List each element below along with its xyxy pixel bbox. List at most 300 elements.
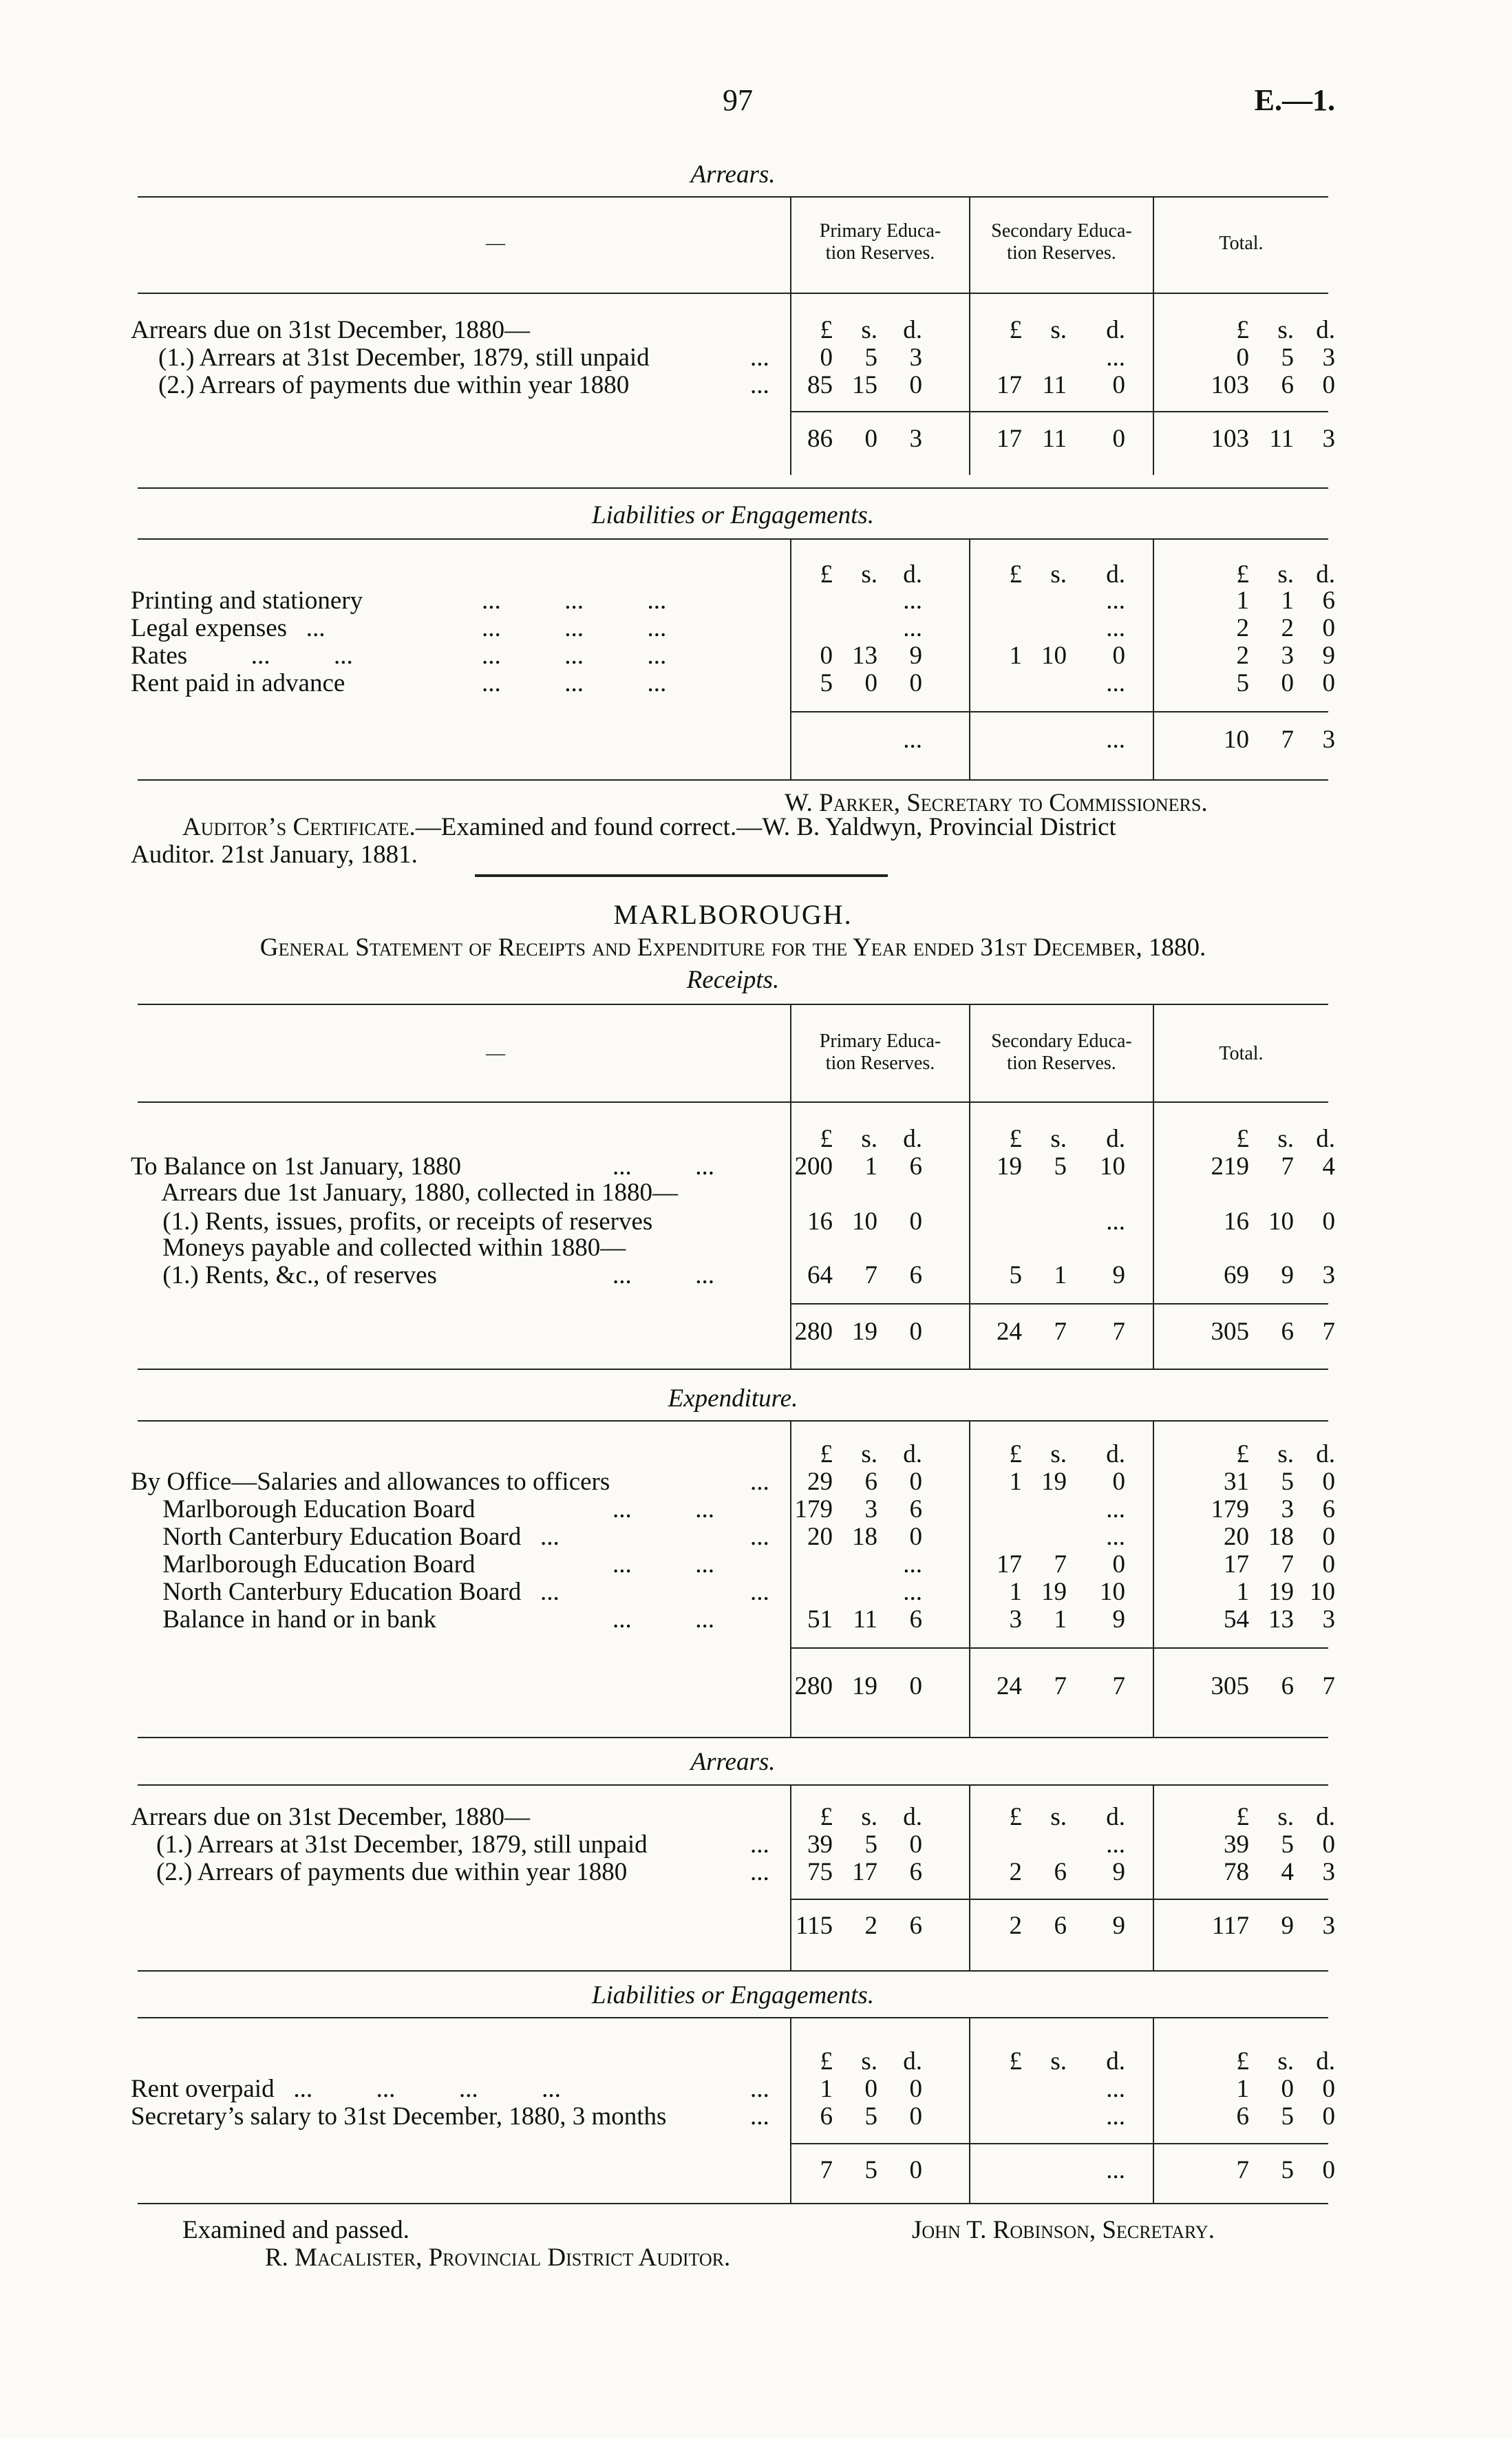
cell-pounds: 54 bbox=[1224, 1605, 1249, 1634]
unit-pence: d. bbox=[1106, 560, 1125, 589]
cell-pence: 3 bbox=[1322, 1261, 1335, 1289]
unit-pence: d. bbox=[1316, 2047, 1335, 2076]
cell-pounds: 219 bbox=[1211, 1152, 1249, 1181]
row-label: (2.) Arrears of payments due within year 1880 bbox=[131, 1858, 628, 1886]
row-label: Secretary’s salary to 31st December, 1880, 3 months bbox=[131, 2102, 667, 2131]
unit-pence: d. bbox=[1106, 1125, 1125, 1153]
table-row bbox=[131, 1606, 1335, 1634]
cell-shillings: 5 bbox=[1054, 1152, 1067, 1181]
section-heading-liabilities: Liabilities or Engagements. bbox=[591, 1981, 875, 2009]
total-shillings: 6 bbox=[1281, 1672, 1294, 1700]
total-empty: ... bbox=[1106, 726, 1125, 754]
unit-pence: d. bbox=[1316, 1125, 1335, 1153]
column-head-primary-line2: tion Reserves. bbox=[825, 1053, 935, 1074]
cell-pence: 0 bbox=[1112, 642, 1125, 670]
unit-shilling: s. bbox=[1050, 1803, 1067, 1831]
total-pence: 7 bbox=[1322, 1672, 1335, 1700]
total-rule bbox=[790, 711, 1328, 712]
cell-shillings: 15 bbox=[852, 371, 877, 399]
cell-shillings: 6 bbox=[1281, 371, 1294, 399]
total-shillings: 11 bbox=[1042, 425, 1067, 453]
cell-shillings: 18 bbox=[1268, 1523, 1294, 1551]
table-row bbox=[131, 587, 1335, 615]
units-row bbox=[131, 317, 1335, 344]
unit-pence: d. bbox=[903, 1803, 922, 1831]
unit-shilling: s. bbox=[861, 1803, 877, 1831]
table-row bbox=[131, 2076, 1335, 2103]
row-label: Balance in hand or in bank bbox=[131, 1605, 436, 1634]
total-pounds: 2 bbox=[1009, 1912, 1022, 1940]
total-pence: 0 bbox=[1322, 2156, 1335, 2184]
cell-pounds: 179 bbox=[1211, 1495, 1249, 1523]
cell-shillings: 10 bbox=[852, 1207, 877, 1236]
column-head-primary-line2: tion Reserves. bbox=[825, 242, 935, 264]
cell-pence: 0 bbox=[909, 1830, 922, 1859]
total-pounds: 24 bbox=[997, 1672, 1022, 1700]
secretary-signature: John T. Robinson, Secretary. bbox=[912, 2216, 1215, 2244]
table-row bbox=[131, 1551, 1335, 1579]
cell-pounds: 3 bbox=[1009, 1605, 1022, 1634]
total-pounds: 7 bbox=[1236, 2156, 1249, 2184]
totals-row bbox=[131, 425, 1335, 453]
total-shillings: 19 bbox=[852, 1318, 877, 1346]
unit-pence: d. bbox=[903, 560, 922, 589]
total-shillings: 19 bbox=[852, 1672, 877, 1700]
cell-pounds: 85 bbox=[807, 371, 833, 399]
cell-shillings: 1 bbox=[1281, 587, 1294, 615]
table-row bbox=[131, 1579, 1335, 1606]
section-heading-arrears: Arrears. bbox=[690, 160, 776, 189]
cell-shillings: 7 bbox=[1054, 1550, 1067, 1579]
cell-empty: ... bbox=[903, 1578, 922, 1606]
cell-pounds: 20 bbox=[1224, 1523, 1249, 1551]
unit-pound: £ bbox=[1236, 1803, 1249, 1831]
cell-pence: 6 bbox=[909, 1495, 922, 1523]
unit-pound: £ bbox=[1009, 2047, 1022, 2076]
cell-pence: 9 bbox=[1112, 1858, 1125, 1886]
total-pence: 0 bbox=[1112, 425, 1125, 453]
cell-pence: 0 bbox=[1322, 1523, 1335, 1551]
cell-pounds: 75 bbox=[807, 1858, 833, 1886]
total-shillings: 7 bbox=[1054, 1318, 1067, 1346]
row-label: Printing and stationery bbox=[131, 587, 363, 615]
table-rule bbox=[138, 1004, 1328, 1005]
leader-dots: ... ... ... bbox=[482, 669, 667, 697]
unit-pound: £ bbox=[1009, 1125, 1022, 1153]
totals-row bbox=[131, 1912, 1335, 1940]
total-pounds: 86 bbox=[807, 425, 833, 453]
cell-pounds: 5 bbox=[1236, 669, 1249, 697]
table-row bbox=[131, 1262, 1335, 1289]
cell-pounds: 6 bbox=[1236, 2102, 1249, 2131]
cell-shillings: 13 bbox=[852, 642, 877, 670]
column-head-secondary bbox=[970, 220, 1153, 264]
total-shillings: 0 bbox=[864, 425, 877, 453]
cell-shillings: 17 bbox=[852, 1858, 877, 1886]
total-rule bbox=[790, 1899, 1328, 1900]
table-row bbox=[131, 1234, 1335, 1262]
cell-pence: 0 bbox=[1322, 1207, 1335, 1236]
cell-pence: 3 bbox=[909, 344, 922, 372]
cell-pounds: 5 bbox=[1009, 1261, 1022, 1289]
table-row bbox=[131, 1859, 1335, 1886]
examined-note: Examined and passed. bbox=[182, 2216, 409, 2244]
cell-pence: 6 bbox=[909, 1605, 922, 1634]
cell-pence: 3 bbox=[1322, 1605, 1335, 1634]
cell-pence: 0 bbox=[1322, 1468, 1335, 1496]
cell-shillings: 3 bbox=[1281, 642, 1294, 670]
total-shillings: 7 bbox=[1281, 726, 1294, 754]
total-pence: 3 bbox=[1322, 425, 1335, 453]
cell-pounds: 1 bbox=[1009, 642, 1022, 670]
cell-pence: 6 bbox=[909, 1261, 922, 1289]
unit-shilling: s. bbox=[1277, 2047, 1294, 2076]
cell-pence: 0 bbox=[1322, 614, 1335, 642]
cell-pence: 0 bbox=[1112, 1468, 1125, 1496]
cell-pounds: 39 bbox=[807, 1830, 833, 1859]
section-heading-arrears: Arrears. bbox=[690, 1748, 776, 1776]
leader-dots: ... bbox=[750, 2102, 769, 2131]
secretary-signature: W. Parker, Secretary to Commissioners. bbox=[785, 789, 1208, 817]
row-label: By Office—Salaries and allowances to officers bbox=[131, 1468, 610, 1496]
row-label: Rates ... ... bbox=[131, 642, 353, 670]
document-code: E.—1. bbox=[1254, 83, 1335, 117]
leader-dots: ... ... bbox=[613, 1495, 714, 1523]
cell-pounds: 39 bbox=[1224, 1830, 1249, 1859]
column-head-secondary-line1: Secondary Educa- bbox=[991, 220, 1132, 242]
row-label: Marlborough Education Board bbox=[131, 1495, 476, 1523]
total-shillings: 2 bbox=[864, 1912, 877, 1940]
leader-dots: ... bbox=[750, 1523, 769, 1551]
units-row bbox=[131, 1804, 1335, 1831]
row-label: Moneys payable and collected within 1880— bbox=[131, 1234, 626, 1262]
cell-empty: ... bbox=[1106, 344, 1125, 372]
unit-pound: £ bbox=[1009, 1440, 1022, 1468]
total-shillings: 6 bbox=[1281, 1318, 1294, 1346]
column-head-secondary-line2: tion Reserves. bbox=[1007, 242, 1116, 264]
row-label: Marlborough Education Board bbox=[131, 1550, 476, 1579]
cell-pounds: 0 bbox=[820, 642, 833, 670]
cell-pounds: 19 bbox=[997, 1152, 1022, 1181]
cell-pounds: 200 bbox=[794, 1152, 833, 1181]
cell-shillings: 5 bbox=[1281, 344, 1294, 372]
unit-shilling: s. bbox=[1050, 1440, 1067, 1468]
unit-pound: £ bbox=[820, 560, 833, 589]
table-rule bbox=[138, 1970, 1328, 1972]
unit-pence: d. bbox=[1316, 1803, 1335, 1831]
total-pence: 3 bbox=[1322, 726, 1335, 754]
table-rule bbox=[138, 196, 1328, 198]
unit-pence: d. bbox=[1106, 1440, 1125, 1468]
cell-pence: 0 bbox=[909, 371, 922, 399]
cell-pounds: 1 bbox=[1236, 1578, 1249, 1606]
cell-pence: 9 bbox=[1112, 1261, 1125, 1289]
cell-empty: ... bbox=[1106, 669, 1125, 697]
unit-pence: d. bbox=[903, 2047, 922, 2076]
cell-pounds: 64 bbox=[807, 1261, 833, 1289]
arrears-intro: Arrears due on 31st December, 1880— bbox=[131, 316, 531, 344]
unit-shilling: s. bbox=[1277, 1440, 1294, 1468]
cell-shillings: 13 bbox=[1268, 1605, 1294, 1634]
leader-dots: ... bbox=[750, 371, 769, 399]
row-label: Rent paid in advance bbox=[131, 669, 345, 697]
table-row bbox=[131, 1523, 1335, 1551]
table-row bbox=[131, 1831, 1335, 1859]
total-pounds: 280 bbox=[794, 1318, 833, 1346]
cell-pence: 0 bbox=[909, 2102, 922, 2131]
unit-pound: £ bbox=[1236, 1125, 1249, 1153]
row-label: North Canterbury Education Board ... bbox=[131, 1578, 560, 1606]
column-head-primary-line1: Primary Educa- bbox=[819, 1031, 941, 1052]
row-label: Rent overpaid ... ... ... ... bbox=[131, 2075, 561, 2103]
total-pounds: 7 bbox=[820, 2156, 833, 2184]
total-pounds: 115 bbox=[795, 1912, 833, 1940]
cell-empty: ... bbox=[1106, 2075, 1125, 2103]
cell-pence: 9 bbox=[909, 642, 922, 670]
units-row bbox=[131, 1126, 1335, 1153]
column-head-secondary-line2: tion Reserves. bbox=[1007, 1053, 1116, 1074]
table-row bbox=[131, 1496, 1335, 1523]
cell-shillings: 10 bbox=[1041, 642, 1067, 670]
column-head-dash: — bbox=[486, 1043, 505, 1064]
cell-empty: ... bbox=[1106, 1830, 1125, 1859]
cell-pounds: 16 bbox=[807, 1207, 833, 1236]
district-title: MARLBOROUGH. bbox=[613, 899, 853, 930]
unit-shilling: s. bbox=[1050, 560, 1067, 589]
total-pounds: 305 bbox=[1211, 1318, 1249, 1346]
table-row bbox=[131, 1179, 1335, 1207]
leader-dots: ... ... bbox=[613, 1261, 714, 1289]
leader-dots: ... bbox=[750, 1858, 769, 1886]
unit-pence: d. bbox=[903, 316, 922, 344]
total-pence: 7 bbox=[1322, 1318, 1335, 1346]
row-label: North Canterbury Education Board ... bbox=[131, 1523, 560, 1551]
total-pence: 7 bbox=[1112, 1318, 1125, 1346]
table-rule bbox=[138, 1369, 1328, 1370]
cell-empty: ... bbox=[1106, 1495, 1125, 1523]
unit-shilling: s. bbox=[861, 2047, 877, 2076]
unit-pence: d. bbox=[1106, 1803, 1125, 1831]
cell-shillings: 7 bbox=[1281, 1152, 1294, 1181]
row-label: (1.) Arrears at 31st December, 1879, still unpaid bbox=[131, 1830, 648, 1859]
total-pence: 6 bbox=[909, 1912, 922, 1940]
cell-shillings: 19 bbox=[1268, 1578, 1294, 1606]
unit-pound: £ bbox=[1009, 560, 1022, 589]
unit-pence: d. bbox=[903, 1125, 922, 1153]
cell-pounds: 69 bbox=[1224, 1261, 1249, 1289]
unit-pound: £ bbox=[1236, 560, 1249, 589]
cell-shillings: 0 bbox=[1281, 2075, 1294, 2103]
cell-empty: ... bbox=[1106, 1207, 1125, 1236]
row-label: Arrears due 1st January, 1880, collected in 1880— bbox=[131, 1179, 678, 1207]
cell-pence: 0 bbox=[1322, 371, 1335, 399]
unit-pence: d. bbox=[1316, 316, 1335, 344]
column-head-primary bbox=[791, 1031, 969, 1075]
cell-pence: 0 bbox=[1322, 669, 1335, 697]
cell-shillings: 5 bbox=[1281, 1830, 1294, 1859]
leader-dots: ... bbox=[750, 1830, 769, 1859]
leader-dots: ... bbox=[750, 2075, 769, 2103]
unit-shilling: s. bbox=[1277, 316, 1294, 344]
unit-shilling: s. bbox=[861, 560, 877, 589]
column-head-secondary-line1: Secondary Educa- bbox=[991, 1031, 1132, 1052]
unit-shilling: s. bbox=[861, 1440, 877, 1468]
column-head-dash: — bbox=[486, 233, 505, 254]
unit-pound: £ bbox=[820, 1803, 833, 1831]
table-rule bbox=[138, 779, 1328, 781]
total-pence: 0 bbox=[909, 1318, 922, 1346]
table-row bbox=[131, 1208, 1335, 1236]
totals-row bbox=[131, 1318, 1335, 1346]
total-rule bbox=[790, 411, 1328, 412]
cell-empty: ... bbox=[903, 614, 922, 642]
cell-shillings: 5 bbox=[864, 344, 877, 372]
table-rule bbox=[138, 293, 1328, 294]
total-shillings: 6 bbox=[1054, 1912, 1067, 1940]
page-number: 97 bbox=[723, 83, 753, 117]
cell-pence: 0 bbox=[1322, 2075, 1335, 2103]
cell-shillings: 6 bbox=[864, 1468, 877, 1496]
cell-pounds: 16 bbox=[1224, 1207, 1249, 1236]
section-heading-liabilities: Liabilities or Engagements. bbox=[591, 501, 875, 529]
cell-pounds: 1 bbox=[1009, 1578, 1022, 1606]
table-rule bbox=[138, 2203, 1328, 2204]
unit-pence: d. bbox=[1106, 316, 1125, 344]
cell-shillings: 19 bbox=[1041, 1578, 1067, 1606]
cell-shillings: 5 bbox=[1281, 2102, 1294, 2131]
unit-pound: £ bbox=[1009, 316, 1022, 344]
cell-pounds: 78 bbox=[1224, 1858, 1249, 1886]
cell-empty: ... bbox=[1106, 587, 1125, 615]
total-rule bbox=[790, 1303, 1328, 1305]
cell-shillings: 11 bbox=[853, 1605, 877, 1634]
cell-shillings: 7 bbox=[1281, 1550, 1294, 1579]
cell-pounds: 31 bbox=[1224, 1468, 1249, 1496]
column-head-primary-line1: Primary Educa- bbox=[819, 220, 941, 242]
cell-pounds: 5 bbox=[820, 669, 833, 697]
cell-shillings: 19 bbox=[1041, 1468, 1067, 1496]
cell-shillings: 1 bbox=[1054, 1261, 1067, 1289]
row-label: (1.) Rents, &c., of reserves bbox=[131, 1261, 437, 1289]
cell-pounds: 2 bbox=[1236, 642, 1249, 670]
cell-pounds: 29 bbox=[807, 1468, 833, 1496]
row-label: To Balance on 1st January, 1880 bbox=[131, 1152, 462, 1181]
units-row bbox=[131, 2048, 1335, 2076]
total-pounds: 117 bbox=[1211, 1912, 1249, 1940]
table-row bbox=[131, 1153, 1335, 1181]
row-label: Legal expenses ... bbox=[131, 614, 326, 642]
unit-shilling: s. bbox=[1050, 316, 1067, 344]
leader-dots: ... ... ... bbox=[482, 642, 667, 670]
cell-pounds: 0 bbox=[1236, 344, 1249, 372]
cell-shillings: 11 bbox=[1042, 371, 1067, 399]
table-row bbox=[131, 615, 1335, 642]
table-rule bbox=[138, 2017, 1328, 2018]
cell-pence: 0 bbox=[1112, 371, 1125, 399]
document-page bbox=[131, 0, 1335, 2439]
cell-empty: ... bbox=[1106, 1523, 1125, 1551]
unit-pound: £ bbox=[820, 1125, 833, 1153]
cell-shillings: 0 bbox=[864, 669, 877, 697]
table-rule bbox=[138, 1101, 1328, 1103]
total-pence: 0 bbox=[909, 2156, 922, 2184]
cell-pence: 0 bbox=[1322, 1830, 1335, 1859]
column-head-total: Total. bbox=[1219, 233, 1264, 254]
cell-pounds: 179 bbox=[794, 1495, 833, 1523]
unit-shilling: s. bbox=[861, 316, 877, 344]
cell-pounds: 1 bbox=[1009, 1468, 1022, 1496]
total-shillings: 5 bbox=[1281, 2156, 1294, 2184]
totals-row bbox=[131, 1673, 1335, 1700]
table-rule bbox=[138, 1784, 1328, 1786]
table-rule bbox=[138, 1420, 1328, 1422]
total-pounds: 103 bbox=[1211, 425, 1249, 453]
cell-pence: 0 bbox=[1322, 1550, 1335, 1579]
cell-pence: 6 bbox=[909, 1152, 922, 1181]
total-empty: ... bbox=[903, 726, 922, 754]
unit-pound: £ bbox=[1236, 316, 1249, 344]
table-row bbox=[131, 670, 1335, 697]
row-label: (1.) Rents, issues, profits, or receipts of reserves bbox=[131, 1207, 653, 1236]
total-pence: 3 bbox=[1322, 1912, 1335, 1940]
cell-pence: 0 bbox=[909, 1207, 922, 1236]
unit-pence: d. bbox=[1316, 1440, 1335, 1468]
total-pounds: 10 bbox=[1224, 726, 1249, 754]
table-row bbox=[131, 372, 1335, 399]
table-row bbox=[131, 1468, 1335, 1496]
leader-dots: ... ... ... bbox=[482, 587, 667, 615]
table-rule bbox=[138, 1737, 1328, 1738]
cell-pence: 6 bbox=[1322, 1495, 1335, 1523]
cell-empty: ... bbox=[903, 1550, 922, 1579]
unit-shilling: s. bbox=[1277, 560, 1294, 589]
total-shillings: 11 bbox=[1269, 425, 1294, 453]
cell-pence: 3 bbox=[1322, 1858, 1335, 1886]
row-label: (2.) Arrears of payments due within year 1880 bbox=[158, 371, 630, 399]
cell-pence: 10 bbox=[1310, 1578, 1335, 1606]
cell-pence: 9 bbox=[1112, 1605, 1125, 1634]
cell-empty: ... bbox=[1106, 614, 1125, 642]
total-pence: 3 bbox=[909, 425, 922, 453]
unit-pound: £ bbox=[1009, 1803, 1022, 1831]
certificate-text: —Examined and found correct.—W. B. Yaldwyn, Provincial District bbox=[415, 813, 1116, 841]
cell-shillings: 2 bbox=[1281, 614, 1294, 642]
unit-pound: £ bbox=[820, 1440, 833, 1468]
cell-shillings: 4 bbox=[1281, 1858, 1294, 1886]
column-head-total: Total. bbox=[1219, 1043, 1264, 1064]
cell-pounds: 0 bbox=[820, 344, 833, 372]
total-pence: 7 bbox=[1112, 1672, 1125, 1700]
total-pounds: 24 bbox=[997, 1318, 1022, 1346]
leader-dots: ... bbox=[750, 344, 769, 372]
certificate-label: Auditor’s Certificate. bbox=[182, 813, 416, 841]
cell-pence: 0 bbox=[1112, 1550, 1125, 1579]
cell-shillings: 5 bbox=[1281, 1468, 1294, 1496]
auditor-certificate bbox=[182, 812, 1116, 842]
cell-pounds: 1 bbox=[820, 2075, 833, 2103]
totals-row bbox=[131, 726, 1335, 754]
statement-subtitle: General Statement of Receipts and Expenditure for the Year ended 31st December, 1880. bbox=[259, 933, 1206, 962]
unit-pound: £ bbox=[1236, 2047, 1249, 2076]
cell-shillings: 0 bbox=[864, 2075, 877, 2103]
cell-shillings: 6 bbox=[1054, 1858, 1067, 1886]
cell-shillings: 7 bbox=[864, 1261, 877, 1289]
total-shillings: 7 bbox=[1054, 1672, 1067, 1700]
cell-pounds: 17 bbox=[997, 1550, 1022, 1579]
unit-pence: d. bbox=[903, 1440, 922, 1468]
total-pence: 0 bbox=[909, 1672, 922, 1700]
auditor-signature: R. Macalister, Provincial District Auditor. bbox=[265, 2243, 731, 2272]
